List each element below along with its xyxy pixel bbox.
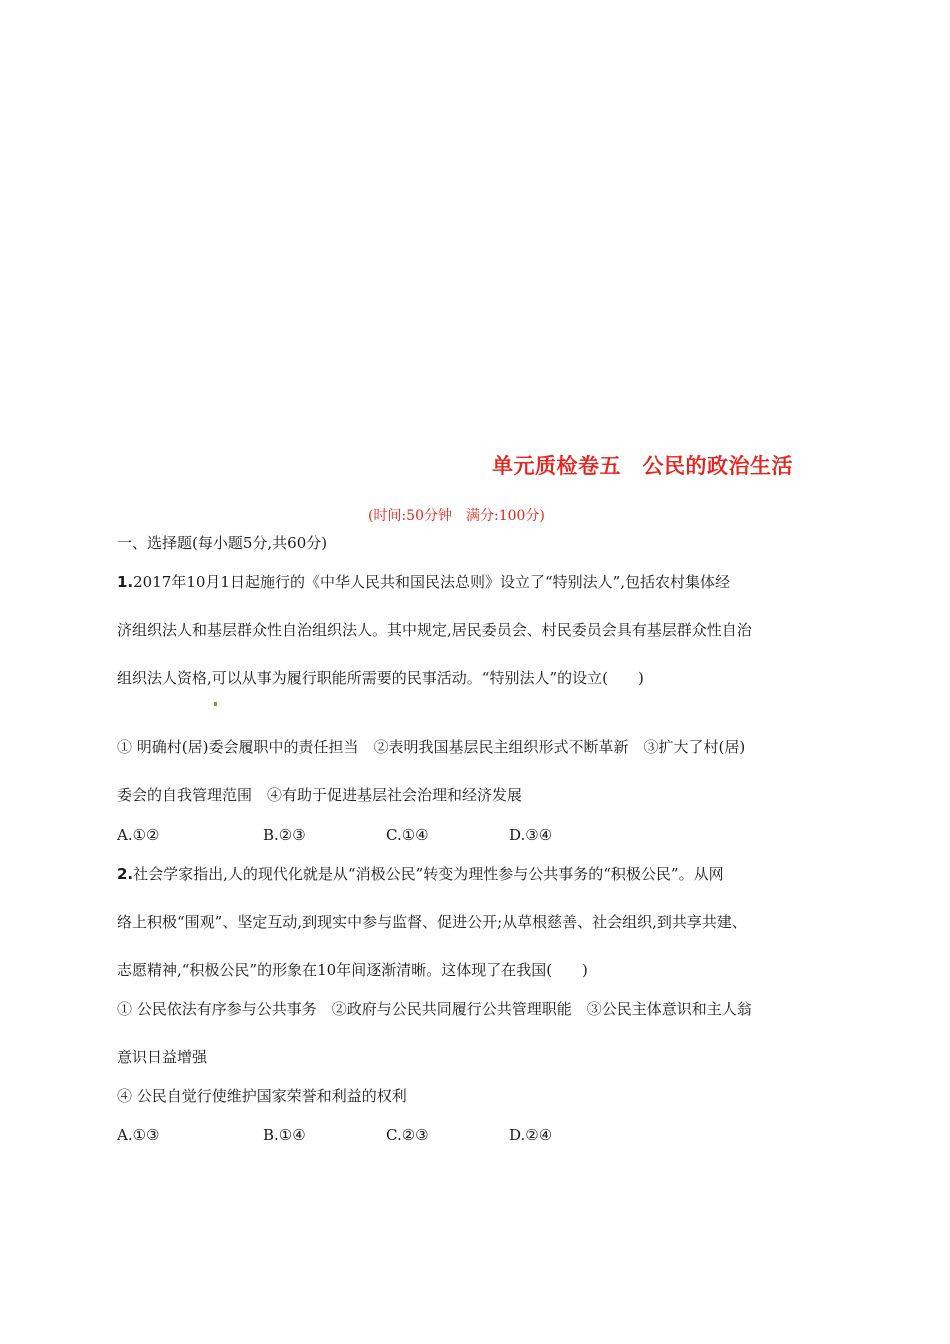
question-1-choice-c[interactable]: C.①④ (386, 826, 429, 844)
question-1-stem-2: 济组织法人和基层群众性自治组织法人。其中规定,居民委员会、村民委员会具有基层群众性自治 (117, 621, 752, 639)
section-heading: 一、选择题(每小题5分,共60分) (117, 534, 328, 552)
question-1-stem-3: 组织法人资格,可以从事为履行职能所需要的民事活动。“特别法人”的设立( ) (117, 669, 644, 687)
question-1-stem-1: 2017年10月1日起施行的《中华人民共和国民法总则》设立了“特别法人”,包括农村集体经 (133, 573, 731, 591)
question-1-number: 1. (117, 573, 134, 591)
question-1-statements-2: 委会的自我管理范围 ④有助于促进基层社会治理和经济发展 (117, 786, 523, 804)
question-1-choice-b[interactable]: B.②③ (263, 826, 306, 844)
question-2-choice-a[interactable]: A.①③ (117, 1126, 160, 1144)
question-1-line-1 (117, 572, 730, 592)
question-2-statements-2: 意识日益增强 (117, 1048, 208, 1066)
question-2-stem-2: 络上积极“围观”、坚定互动,到现实中参与监督、促进公开;从草根慈善、社会组织,到共享共建、 (117, 913, 747, 931)
exam-info: (时间:50分钟 满分:100分) (368, 508, 545, 524)
question-2-line-1 (117, 864, 724, 884)
question-2-stem-3: 志愿精神,“积极公民”的形象在10年间逐渐清晰。这体现了在我国( ) (117, 961, 588, 979)
page-title: 单元质检卷五 公民的政治生活 (492, 454, 793, 478)
question-2-choice-b[interactable]: B.①④ (263, 1126, 306, 1144)
question-2-choice-c[interactable]: C.②③ (386, 1126, 429, 1144)
question-2-number: 2. (117, 865, 134, 883)
question-2-statements-3: ④ 公民自觉行使维护国家荣誉和利益的权利 (117, 1087, 407, 1105)
question-2-choice-d[interactable]: D.②④ (509, 1126, 553, 1144)
question-1-choice-a[interactable]: A.①② (117, 826, 160, 844)
question-1-choice-d[interactable]: D.③④ (509, 826, 553, 844)
question-2-stem-1: 社会学家指出,人的现代化就是从“消极公民”转变为理性参与公共事务的“积极公民”。从网 (133, 865, 724, 883)
question-1-statements-1: ① 明确村(居)委会履职中的责任担当 ②表明我国基层民主组织形式不断革新 ③扩大了村(居) (117, 738, 746, 756)
question-2-statements-1: ① 公民依法有序参与公共事务 ②政府与公民共同履行公共管理职能 ③公民主体意识和主人翁 (117, 1000, 752, 1018)
stray-mark (214, 702, 217, 706)
